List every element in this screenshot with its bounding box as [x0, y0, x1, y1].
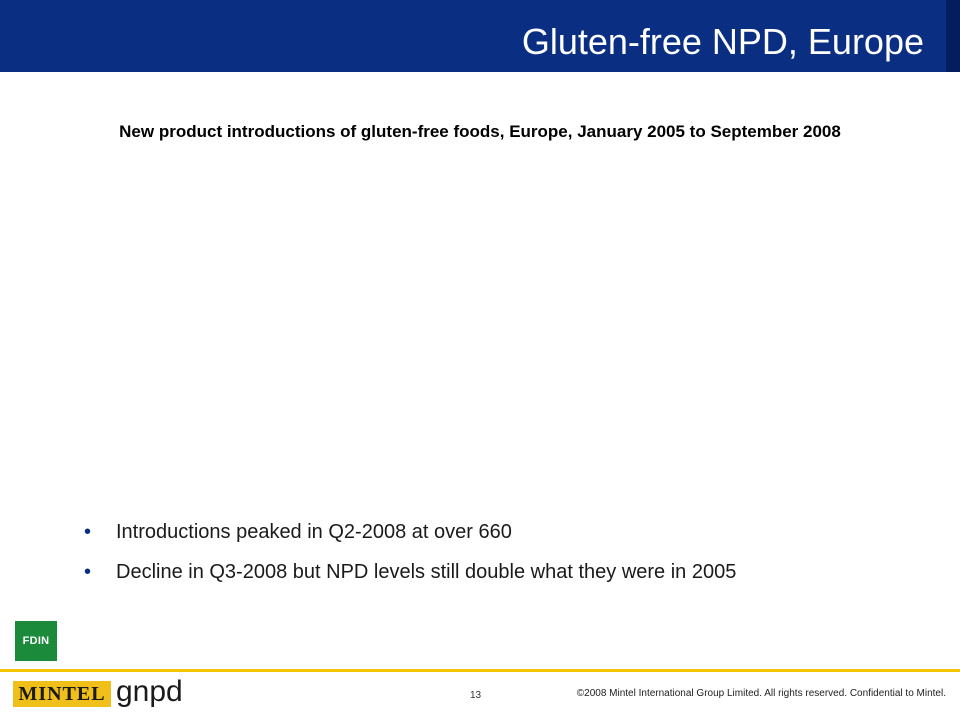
bullet-item [84, 512, 736, 552]
bullet-list [84, 512, 736, 592]
bullet-text: Decline in Q3-2008 but NPD levels still double what they were in 2005 [116, 561, 737, 583]
copyright-notice: ©2008 Mintel International Group Limited. All rights reserved. Confidential to Mintel. [576, 688, 946, 699]
header-accent [946, 0, 960, 72]
fdin-logo: FDIN [15, 621, 57, 661]
slide-subtitle: New product introductions of gluten-free foods, Europe, January 2005 to September 2008 [119, 122, 841, 141]
bullet-icon: • [84, 561, 92, 583]
page-number: 13 [470, 690, 482, 701]
bullet-item [84, 552, 736, 592]
slide-title: Gluten-free NPD, Europe [521, 21, 924, 62]
mintel-logo: MINTEL [13, 681, 111, 707]
bullet-text: Introductions peaked in Q2-2008 at over 660 [116, 521, 512, 543]
header-bar [0, 0, 960, 72]
gnpd-logo: gnpd [116, 675, 183, 708]
bullet-icon: • [84, 521, 92, 543]
footer-divider [0, 669, 960, 672]
